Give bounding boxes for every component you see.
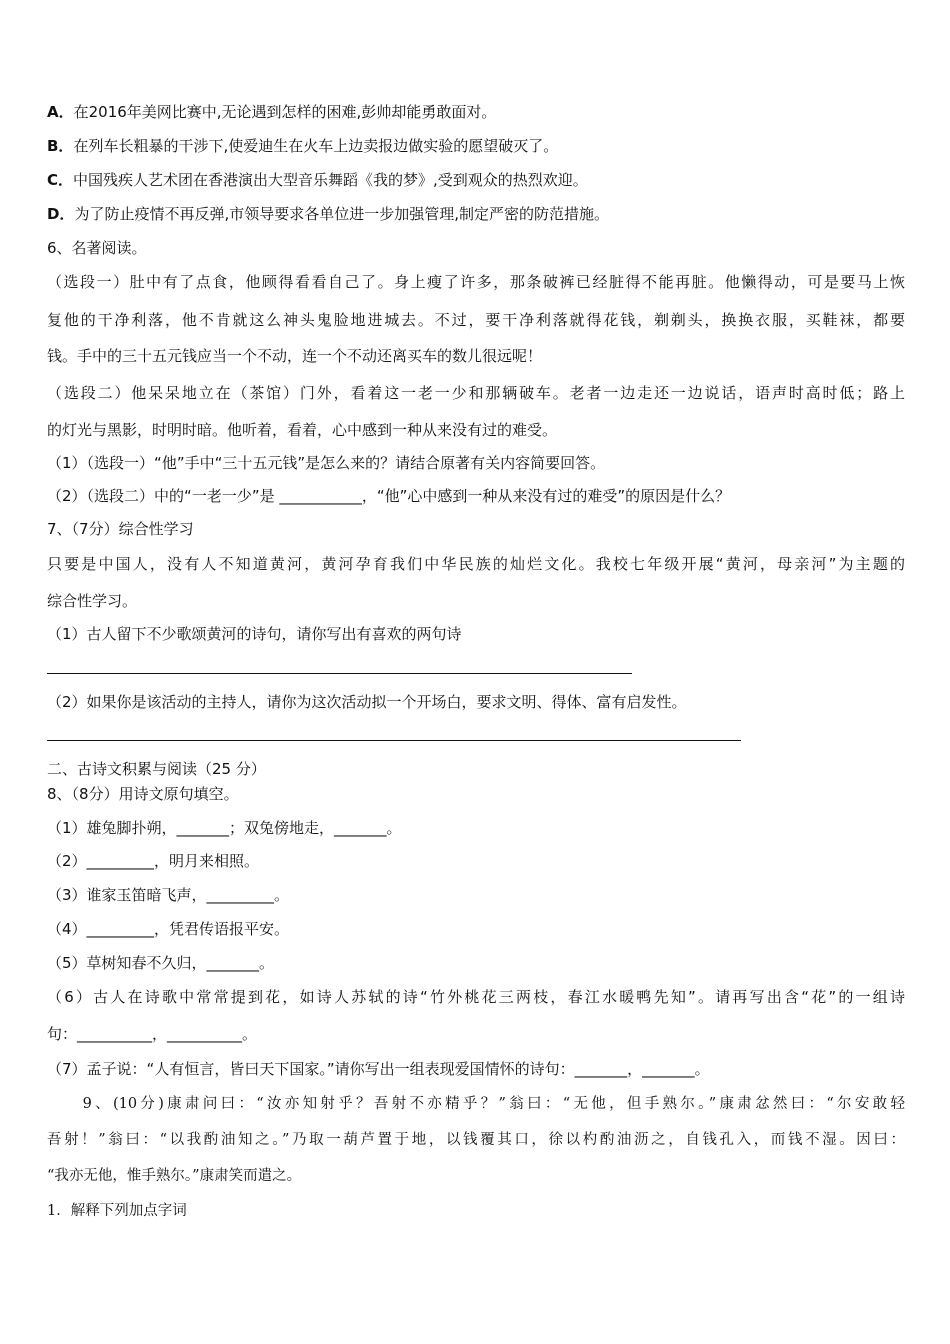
q5-option-c-text: 中国残疾人艺术团在香港演出大型音乐舞蹈《我的梦》,受到观众的热烈欢迎。 <box>73 171 588 189</box>
q8-title: 8、（8分）用诗文原句填空。 <box>47 785 239 803</box>
q7-answer-line2 <box>47 740 741 741</box>
q5-option-d <box>47 204 609 224</box>
q8-item6-line2: 句：__________，__________。 <box>47 1025 258 1043</box>
q6-excerpt1-line2: 复他的干净利落，他不肯就这么神头鬼脸地进城去。不过，要干净利落就得花钱，剃剃头，换换衣服，买鞋袜，都要 <box>47 311 905 329</box>
q5-option-a-letter: A． <box>47 103 74 121</box>
q6-excerpt2-line1: （选段二）他呆呆地立在（茶馆）门外，看着这一老一少和那辆破车。老者一边走还一边说话，语声时高时低；路上 <box>47 384 905 402</box>
q9-subquestion1: 1．解释下列加点字词 <box>47 1203 187 1219</box>
q8-item5: （5）草树知春不久归，_______。 <box>47 954 275 972</box>
q5-option-d-letter: D． <box>47 205 75 223</box>
q7-question1: （1）古人留下不少歌颂黄河的诗句，请你写出有喜欢的两句诗 <box>47 625 462 643</box>
q6-excerpt1-line3: 钱。手中的三十五元钱应当一个不动，连一个不动还离买车的数儿很远呢！ <box>47 347 543 365</box>
q5-option-d-text: 为了防止疫情不再反弹,市领导要求各单位进一步加强管理,制定严密的防范措施。 <box>74 205 609 223</box>
q8-item2: （2）_________，明月来相照。 <box>47 852 260 870</box>
section2-heading: 二、古诗文积累与阅读（25 分） <box>47 760 266 778</box>
q5-option-b <box>47 136 558 156</box>
q8-item7: （7）孟子说：“人有恒言，皆曰天下国家。”请你写出一组表现爱国情怀的诗句：_______，_______。 <box>47 1060 710 1078</box>
q8-item6-line1: （6）古人在诗歌中常常提到花，如诗人苏轼的诗“竹外桃花三两枝，春江水暖鸭先知”。请再写出含“花”的一组诗 <box>47 988 905 1006</box>
q9-passage-line3: “我亦无他，惟手熟尔。”康肃笑而遣之。 <box>47 1168 302 1184</box>
q8-item3: （3）谁家玉笛暗飞声，_________。 <box>47 886 290 904</box>
q5-option-b-letter: B． <box>47 137 74 155</box>
q9-passage-line2: 吾射！”翁曰：“以我酌油知之。”乃取一葫芦置于地，以钱覆其口，徐以杓酌油沥之，自钱孔入，而钱不湿。因曰： <box>47 1132 905 1148</box>
q5-option-a-text: 在2016年美网比赛中,无论遇到怎样的困难,彭帅却能勇敢面对。 <box>73 103 497 121</box>
q7-intro-line2: 综合性学习。 <box>47 592 138 610</box>
q7-question2: （2）如果你是该活动的主持人，请你为这次活动拟一个开场白，要求文明、得体、富有启发性。 <box>47 693 687 711</box>
q6-question2: （2）（选段二）中的“一老一少”是 ___________，“他”心中感到一种从来没有过的难受”的原因是什么？ <box>47 487 731 505</box>
q8-item1: （1）雄兔脚扑朔，_______；双兔傍地走，_______。 <box>47 819 402 837</box>
q6-title: 6、名著阅读。 <box>47 239 147 257</box>
q5-option-c <box>47 170 588 190</box>
q7-answer-line1 <box>47 673 632 674</box>
q5-option-b-text: 在列车长粗暴的干涉下,使爱迪生在火车上边卖报边做实验的愿望破灭了。 <box>73 137 559 155</box>
q5-option-a <box>47 102 496 122</box>
q6-excerpt2-line2: 的灯光与黑影，时明时暗。他听着，看着，心中感到一种从来没有过的难受。 <box>47 421 558 439</box>
q6-excerpt1-line1: （选段一）肚中有了点食，他顾得看看自己了。身上瘦了许多，那条破裤已经脏得不能再脏。他懒得动，可是要马上恢 <box>47 273 905 291</box>
q6-question1: （1）（选段一）“他”手中“三十五元钱”是怎么来的？请结合原著有关内容简要回答。 <box>47 454 606 472</box>
q7-intro-line1: 只要是中国人，没有人不知道黄河，黄河孕育我们中华民族的灿烂文化。我校七年级开展“黄河，母亲河”为主题的 <box>47 555 905 573</box>
q5-option-c-letter: C． <box>47 171 74 189</box>
q9-passage-line1: 9、(10分)康肃问曰：“汝亦知射乎？吾射不亦精乎？”翁曰：“无他，但手熟尔。”康肃忿然曰：“尔安敢轻 <box>47 1096 905 1112</box>
q7-title: 7、（7分）综合性学习 <box>47 520 194 538</box>
q8-item4: （4）_________，凭君传语报平安。 <box>47 920 290 938</box>
